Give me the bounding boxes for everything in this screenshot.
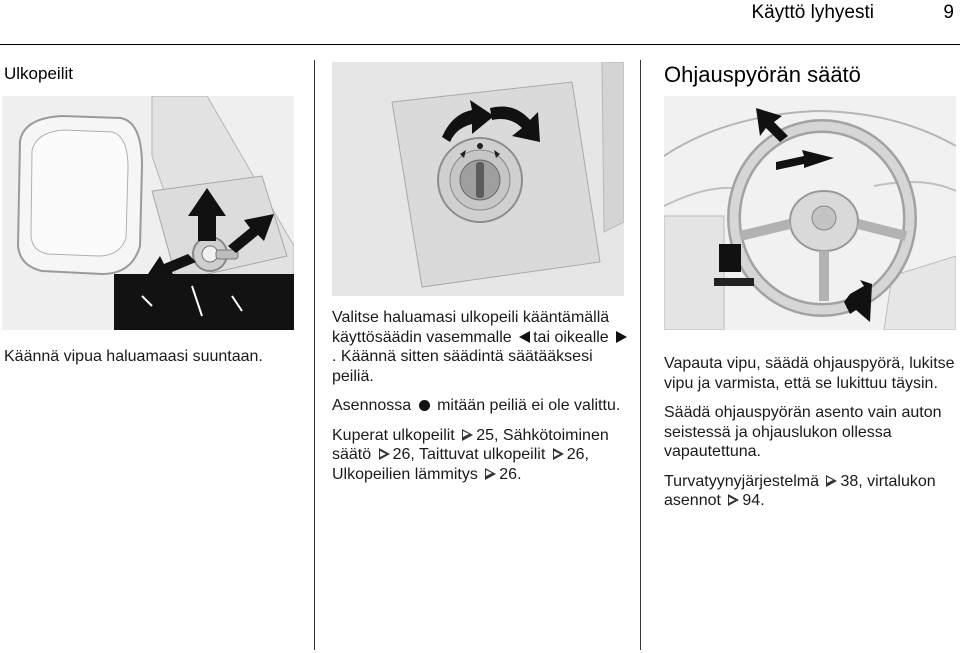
text-neutral-a: Asennossa	[332, 397, 412, 414]
text-ref-convex-mirrors: Kuperat ulkopeilit	[332, 426, 455, 444]
text-ref-airbag-system: Turvatyynyjärjestelmä	[664, 472, 820, 490]
paragraph-select-mirror	[332, 308, 632, 386]
cross-reference-arrow-icon	[462, 429, 473, 441]
text-ref-mirror-heating: 26, Ulkopeilien lämmitys	[332, 446, 589, 483]
filled-circle-icon	[419, 400, 430, 411]
mirror-switch-instructions	[332, 308, 632, 494]
mirror-lever-illustration	[2, 96, 294, 330]
cross-reference-arrow-icon	[485, 468, 496, 480]
header-rule	[0, 44, 960, 45]
text-ref-page-26: 26.	[499, 465, 522, 483]
caption-mirror-lever: Käännä vipua haluamaasi suuntaan.	[4, 348, 263, 365]
cross-reference-arrow-icon	[728, 494, 739, 506]
left-triangle-icon	[519, 331, 530, 343]
section-heading-mirrors: Ulkopeilit	[4, 64, 73, 83]
paragraph-cross-references	[332, 426, 632, 485]
steering-wheel-illustration	[664, 96, 956, 330]
text-select-mirror-c: . Käännä sitten säädintä säätääksesi peiliä.	[332, 348, 593, 385]
text-ref-page-94: 94.	[742, 492, 765, 509]
cross-reference-arrow-icon	[379, 448, 390, 460]
column-divider-left	[314, 60, 315, 650]
text-ref-folding-mirrors: 26, Taittuvat ulkopeilit	[392, 446, 546, 463]
cross-reference-arrow-icon	[826, 475, 837, 487]
text-neutral-b: mitään peiliä ei ole valittu.	[437, 397, 621, 414]
text-select-mirror-b: tai oikealle	[533, 328, 609, 346]
steering-wheel-instructions	[664, 354, 956, 521]
page-number: 9	[943, 2, 954, 23]
paragraph-steering-cross-references	[664, 472, 956, 511]
text-ref-electric-adjust: 25, Sähkötoiminen säätö	[332, 426, 609, 463]
paragraph-release-lever: Vapauta vipu, säädä ohjauspyörä, lukitse vipu ja varmista, että se lukittuu täysin.	[664, 355, 955, 392]
text-select-mirror-a: Valitse haluamasi ulkopeili kääntämällä käyttösäädin vasemmalle	[332, 309, 610, 346]
text-ref-ignition-positions: 38, virtalukon asennot	[664, 472, 936, 509]
paragraph-adjust-stationary: Säädä ohjauspyörän asento vain auton seistessä ja ohjauslukon ollessa vapautettuna.	[664, 404, 942, 460]
mirror-switch-illustration	[332, 62, 624, 296]
right-triangle-icon	[616, 331, 627, 343]
section-heading-steering-wheel: Ohjauspyörän säätö	[664, 62, 861, 87]
column-divider-right	[640, 60, 641, 650]
paragraph-neutral-position	[332, 396, 632, 416]
cross-reference-arrow-icon	[553, 448, 564, 460]
running-title: Käyttö lyhyesti	[751, 2, 874, 23]
